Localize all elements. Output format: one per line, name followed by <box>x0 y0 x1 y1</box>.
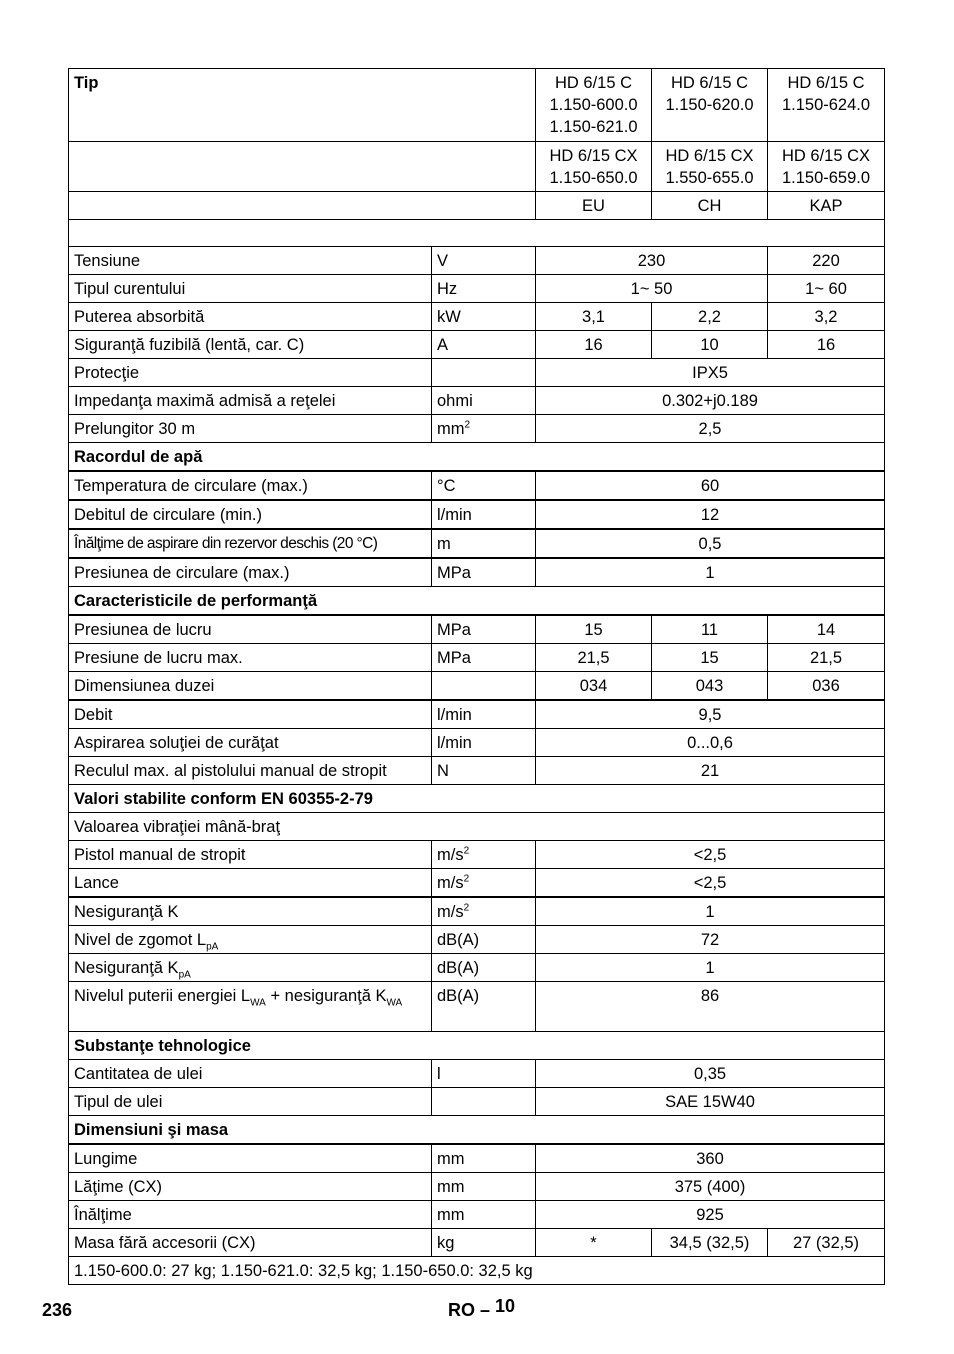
model-col-1 <box>536 69 652 142</box>
row-value: 15 <box>536 615 652 644</box>
row-unit: mm <box>432 1201 536 1229</box>
row-label: Masa fără accesorii (CX) <box>69 1229 432 1257</box>
row-unit: $mm^2$ <box>432 415 536 443</box>
table-row <box>69 869 885 898</box>
row-unit: MPa <box>432 615 536 644</box>
spacer-row <box>69 220 885 247</box>
model-col-2 <box>652 69 768 142</box>
row-label: Cantitatea de ulei <box>69 1060 432 1088</box>
row-value: 0...0,6 <box>536 729 885 757</box>
row-value: <2,5 <box>536 841 885 869</box>
empty-cell <box>69 142 536 192</box>
table-row <box>69 757 885 785</box>
row-unit: N <box>432 757 536 785</box>
row-unit: l/min <box>432 729 536 757</box>
table-row <box>69 1144 885 1173</box>
row-value: 21 <box>536 757 885 785</box>
row-value: 21,5 <box>768 644 885 672</box>
row-label: Înălţime <box>69 1201 432 1229</box>
row-label: Debit <box>69 700 432 729</box>
section-header-row <box>69 785 885 813</box>
empty-cell <box>69 220 885 247</box>
model-name: HD 6/15 C <box>555 74 633 92</box>
row-value: 230 <box>536 247 768 275</box>
row-value: 043 <box>652 672 768 701</box>
section-title: Valori stabilite conform EN 60355-2-79 <box>69 785 885 813</box>
row-value: 925 <box>536 1201 885 1229</box>
row-unit: $m/s^2$ <box>432 897 536 926</box>
row-value: 1 <box>536 897 885 926</box>
local-page-number: 10 <box>495 1296 516 1316</box>
row-value: 72 <box>536 926 885 954</box>
section-header-row <box>69 587 885 616</box>
model-code: 1.150-620.0 <box>665 96 754 114</box>
model-code: 1.150-650.0 <box>549 169 638 187</box>
section-header-row <box>69 1116 885 1145</box>
table-row <box>69 729 885 757</box>
row-unit: m <box>432 529 536 558</box>
tip-label: Tip <box>69 69 536 142</box>
row-label: Presiune de lucru max. <box>69 644 432 672</box>
row-unit: MPa <box>432 644 536 672</box>
table-row <box>69 303 885 331</box>
table-row <box>69 500 885 529</box>
row-label: Tipul de ulei <box>69 1088 432 1116</box>
row-label: Siguranţă fuzibilă (lentă, car. C) <box>69 331 432 359</box>
row-label: Tipul curentului <box>69 275 432 303</box>
row-label: Presiunea de circulare (max.) <box>69 558 432 587</box>
table-row <box>69 359 885 387</box>
row-value: 16 <box>768 331 885 359</box>
row-value: 9,5 <box>536 700 885 729</box>
row-value: 220 <box>768 247 885 275</box>
row-value: 16 <box>536 331 652 359</box>
row-unit: $m/s^2$ <box>432 841 536 869</box>
row-value: IPX5 <box>536 359 885 387</box>
separator-dash: – <box>480 1300 491 1320</box>
row-label: Prelungitor 30 m <box>69 415 432 443</box>
subsection-row <box>69 813 885 841</box>
row-unit: dB(A) <box>432 982 536 1032</box>
row-unit: l/min <box>432 700 536 729</box>
table-row <box>69 926 885 954</box>
table-row <box>69 387 885 415</box>
row-value: 1~ 50 <box>536 275 768 303</box>
row-unit <box>432 1088 536 1116</box>
row-value: SAE 15W40 <box>536 1088 885 1116</box>
row-value: 1 <box>536 954 885 982</box>
row-value: 375 (400) <box>536 1173 885 1201</box>
table-row <box>69 615 885 644</box>
header-row-cx-models <box>69 142 885 192</box>
language-code: RO <box>448 1300 475 1320</box>
table-row <box>69 558 885 587</box>
model-code: 1.550-655.0 <box>665 169 754 187</box>
row-value: 3,2 <box>768 303 885 331</box>
row-label: Dimensiunea duzei <box>69 672 432 701</box>
table-row <box>69 954 885 982</box>
table-row <box>69 1060 885 1088</box>
row-value: * <box>536 1229 652 1257</box>
section-page-label <box>448 1296 516 1321</box>
section-header-row <box>69 1032 885 1060</box>
row-value: 0.302+j0.189 <box>536 387 885 415</box>
subsection-title: Valoarea vibraţiei mână-braţ <box>69 813 885 841</box>
table-row <box>69 841 885 869</box>
row-unit <box>432 359 536 387</box>
model-code: 1.150-624.0 <box>781 96 871 114</box>
header-row-models <box>69 69 885 142</box>
row-value: 34,5 (32,5) <box>652 1229 768 1257</box>
row-value: 12 <box>536 500 885 529</box>
cx-model-col-2 <box>652 142 768 192</box>
row-value: 60 <box>536 471 885 500</box>
section-header-row <box>69 443 885 472</box>
table-row <box>69 700 885 729</box>
row-label: Pistol manual de stropit <box>69 841 432 869</box>
row-unit: kg <box>432 1229 536 1257</box>
row-value: 10 <box>652 331 768 359</box>
row-label: Impedanţa maximă admisă a reţelei <box>69 387 432 415</box>
row-label: Lăţime (CX) <box>69 1173 432 1201</box>
note-row <box>69 1257 885 1285</box>
section-title: Dimensiuni şi masa <box>69 1116 885 1145</box>
row-label: Aspirarea soluţiei de curăţat <box>69 729 432 757</box>
row-value: 27 (32,5) <box>768 1229 885 1257</box>
row-value: 15 <box>652 644 768 672</box>
table-row <box>69 247 885 275</box>
section-title: Substanţe tehnologice <box>69 1032 885 1060</box>
row-unit: Hz <box>432 275 536 303</box>
row-label: Nesiguranţă K <box>69 897 432 926</box>
row-value: 11 <box>652 615 768 644</box>
table-row <box>69 672 885 701</box>
cx-model-col-1 <box>536 142 652 192</box>
table-row <box>69 415 885 443</box>
model-code: 1.150-621.0 <box>549 118 638 136</box>
table-row <box>69 529 885 558</box>
row-label: Lance <box>69 869 432 898</box>
row-label: Înălţime de aspirare din rezervor deschis (20 °C) <box>69 529 432 558</box>
page-number: 236 <box>42 1300 73 1320</box>
row-label: Protecţie <box>69 359 432 387</box>
row-unit: l/min <box>432 500 536 529</box>
section-title: Racordul de apă <box>69 443 885 472</box>
row-value: 2,5 <box>536 415 885 443</box>
row-value: 2,2 <box>652 303 768 331</box>
row-value: 86 <box>536 982 885 1032</box>
row-value: <2,5 <box>536 869 885 898</box>
row-value: 0,5 <box>536 529 885 558</box>
row-unit: A <box>432 331 536 359</box>
row-unit: °C <box>432 471 536 500</box>
row-value: 1~ 60 <box>768 275 885 303</box>
row-unit: mm <box>432 1144 536 1173</box>
row-value: 1 <box>536 558 885 587</box>
row-unit: mm <box>432 1173 536 1201</box>
model-name: HD 6/15 C <box>787 74 865 92</box>
model-name: HD 6/15 CX <box>781 147 871 165</box>
region-eu: EU <box>536 192 652 220</box>
row-label: Tensiune <box>69 247 432 275</box>
table-row <box>69 331 885 359</box>
row-unit: MPa <box>432 558 536 587</box>
row-value: 21,5 <box>536 644 652 672</box>
table-row <box>69 471 885 500</box>
row-value: 14 <box>768 615 885 644</box>
table-row <box>69 1201 885 1229</box>
table-row <box>69 982 885 1032</box>
row-value: 360 <box>536 1144 885 1173</box>
technical-data-table <box>68 68 885 1285</box>
region-row <box>69 192 885 220</box>
row-unit: $m/s^2$ <box>432 869 536 898</box>
row-unit: l <box>432 1060 536 1088</box>
table-row <box>69 644 885 672</box>
row-unit <box>432 672 536 701</box>
row-label: Nivelul puterii energiei $L_{WA}$ + nesiguranţă $K_{WA}$ <box>69 982 432 1032</box>
row-value: 0,35 <box>536 1060 885 1088</box>
row-label: Reculul max. al pistolului manual de stropit <box>69 757 432 785</box>
row-value: 036 <box>768 672 885 701</box>
row-label: Nesiguranţă $K_{pA}$ <box>69 954 432 982</box>
empty-cell <box>69 192 536 220</box>
row-unit: ohmi <box>432 387 536 415</box>
weight-note: 1.150-600.0: 27 kg; 1.150-621.0: 32,5 kg; 1.150-650.0: 32,5 kg <box>69 1257 885 1285</box>
table-row <box>69 897 885 926</box>
row-value: 3,1 <box>536 303 652 331</box>
row-label: Nivel de zgomot $L_{pA}$ <box>69 926 432 954</box>
row-label: Temperatura de circulare (max.) <box>69 471 432 500</box>
model-col-3 <box>768 69 885 142</box>
row-unit: dB(A) <box>432 954 536 982</box>
cx-model-col-3 <box>768 142 885 192</box>
table-row <box>69 1229 885 1257</box>
table-row <box>69 275 885 303</box>
section-title: Caracteristicile de performanţă <box>69 587 885 616</box>
row-label: Presiunea de lucru <box>69 615 432 644</box>
row-unit: dB(A) <box>432 926 536 954</box>
region-ch: CH <box>652 192 768 220</box>
table-row <box>69 1088 885 1116</box>
region-kap: KAP <box>768 192 885 220</box>
row-label: Debitul de circulare (min.) <box>69 500 432 529</box>
row-unit: kW <box>432 303 536 331</box>
model-name: HD 6/15 CX <box>665 147 754 165</box>
model-code: 1.150-659.0 <box>781 169 871 187</box>
row-unit: V <box>432 247 536 275</box>
row-label: Lungime <box>69 1144 432 1173</box>
row-label: Puterea absorbită <box>69 303 432 331</box>
model-name: HD 6/15 CX <box>549 147 638 165</box>
model-name: HD 6/15 C <box>671 74 749 92</box>
model-code: 1.150-600.0 <box>549 96 638 114</box>
row-value: 034 <box>536 672 652 701</box>
table-row <box>69 1173 885 1201</box>
